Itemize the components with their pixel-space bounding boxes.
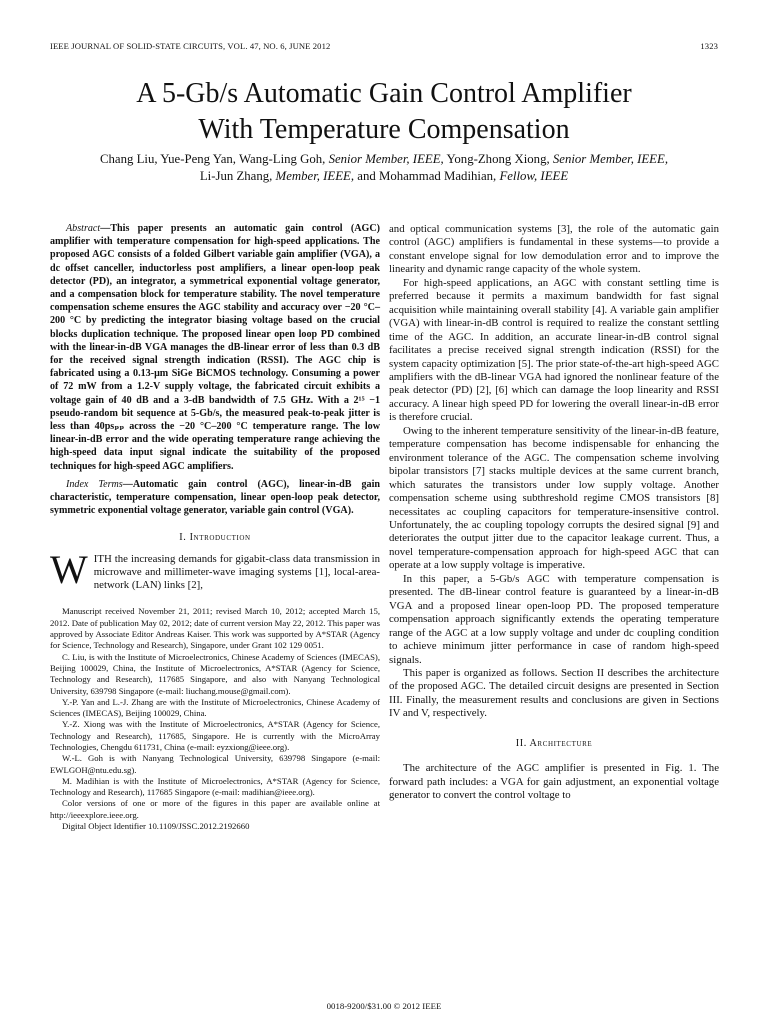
author-role-1b: Senior Member, IEEE,: [552, 152, 669, 166]
body-paragraph: and optical communication systems [3], the role of the automatic gain control (AGC) amplifiers is fundamental in these systems—to provide a constant envelope signal for low demodulation error and to improve the linearity and dynamic range capacity of the whole system.: [389, 223, 719, 276]
intro-text: ITH the increasing demands for gigabit-class data transmission in microwave and millimeter-wave imaging systems [1], local-area-network (LAN) links [2],: [93, 552, 380, 592]
body-paragraph: Owing to the inherent temperature sensitivity of the linear-in-dB feature, temperature compensation has become indispensable for enhancing the environment tolerance of the AGC. The compensation scheme involving bipolar transistors [7] stacks multiple devices at the same current branch, which saturates the transistors under low supply voltage. Another compensation scheme using subthreshold regime CMOS transistors [8] necessitates ac coupling capacitors for temperature-insensitive control. Unfortunately, the ac coupling topology corrupts the desired signal [9] and deteriorates the output jitter due to the capacitor leakage current. Thus, a novel temperature-compensation approach for high-speed AGC that can operate at a low supply voltage is imperative.: [389, 424, 719, 572]
footnote-author-madihian: M. Madihian is with the Institute of Microelectronics, A*STAR (Agency for Science, Technology and Research), 117685 Singapore (e-mail: madihian@ieee.org).: [50, 775, 380, 798]
author-names-1a: Chang Liu, Yue-Peng Yan, Wang-Ling Goh,: [99, 152, 329, 166]
footnote-author-goh: W.-L. Goh is with Nanyang Technological University, 639798 Singapore (e-mail: EWLGOH@ntu.edu.sg).: [50, 753, 380, 775]
footnote-manuscript: Manuscript received November 21, 2011; revised March 10, 2012; accepted March 15, 2012. Date of publication May 02, 2012; date of current version May 22, 2012. This paper was approved by Associate Editor Andreas Kaiser. This work was supported by A*STAR (Agency for Science, Technology and Research), Singapore, under Grant 102 129 0051.: [50, 606, 380, 651]
journal-name: IEEE JOURNAL OF SOLID-STATE CIRCUITS, VOL. 47, NO. 6, JUNE 2012: [50, 41, 331, 51]
footnote-author-liu: C. Liu, is with the Institute of Microelectronics, Chinese Academy of Sciences (IMECAS), Beijing 100029, China, the Institute of Microelectronics, A*STAR (Agency for Science, Technology and Research), 117685 Singapore, and also with Nanyang Technological University, 639798 Singapore (e-mail: liuchang.mouse@gmail.com).: [50, 651, 380, 696]
abstract-lead: Abstract: [66, 223, 101, 234]
abstract-text: —This paper presents an automatic gain control (AGC) amplifier with temperature compensation for high-speed applications. The proposed AGC consists of a folded Gilbert variable gain amplifier (VGA), a dc offset canceller, inductorless post amplifiers, a linear open-loop peak detector (PD), an integrator, a symmetrical exponential voltage generator, and a compensation block for temperature stability. The novel temperature compensation scheme ensures the AGC stability and accuracy over −20 °C–200 °C by predicting the integrator biasing voltage based on the crucial blocks duplication technique. The proposed linear open loop PD combined with the linear-in-dB VGA manages the dB-linear error of less than 0.3 dB for the received signal strength indication (RSSI). The AGC chip is fabricated using a 0.13-μm SiGe BiCMOS technology. Consuming a power of 72 mW from a 1.2-V supply voltage, the fabricated circuit exhibits a voltage gain of 40 dB and a 3-dB bandwidth of 7.5 GHz. With a 2¹⁵ −1 pseudo-random bit sequence at 5-Gb/s, the measured peak-to-peak jitter is less than 40psₚₚ across the −20 °C–200 °C temperature range. The low linear-in-dB error and the wide operating temperature range achieving the high-speed data input signal indicate the suitability of the proposed techniques for high-speed AGC amplifiers.: [50, 223, 380, 472]
paper-title: [50, 76, 718, 148]
title-line-2: With Temperature Compensation: [198, 114, 570, 145]
running-header: [50, 41, 718, 55]
author-role-2b: Fellow, IEEE: [499, 168, 569, 183]
footnote-doi: Digital Object Identifier 10.1109/JSSC.2012.2192660: [62, 821, 250, 832]
abstract: [50, 222, 380, 473]
footnote-author-yan-zhang: Y.-P. Yan and L.-J. Zhang are with the Institute of Microelectronics, Chinese Academy of Sciences (IMECAS), Beijing 100029, China.: [50, 696, 380, 719]
author-line-1: [50, 151, 718, 168]
architecture-paragraph: The architecture of the AGC amplifier is presented in Fig. 1. The forward path includes: a VGA for gain adjustment, an exponential voltage generator to convert the control voltage to: [389, 762, 719, 802]
author-role-1a: Senior Member, IEEE,: [328, 152, 444, 166]
right-column: [389, 223, 719, 803]
section-heading-architecture: II. Architecture: [515, 737, 593, 749]
drop-cap: W: [50, 546, 88, 592]
author-names-2b: and Mohammad Madihian,: [354, 168, 500, 183]
footnote-color-versions: Color versions of one or more of the figures in this paper are available online at http://ieeexplore.ieee.org.: [50, 798, 380, 820]
author-names-1b: Yong-Zhong Xiong,: [443, 152, 553, 166]
author-role-2a: Member, IEEE,: [275, 168, 355, 183]
index-terms: [50, 478, 380, 518]
author-list: [50, 151, 718, 184]
body-paragraph: For high-speed applications, an AGC with constant settling time is preferred because it permits a maximum bandwidth for fast signal acquisition while maintaining overall stability [4]. A variable gain amplifier (VGA) with linear-in-dB control is required to realize the constant settling time of the AGC. In addition, an accurate linear-in-dB control signal facilitates a precise received signal strength indication (RSSI) for the system capacity optimization [5]. The prior state-of-the-art high-speed AGC amplifiers with the dB-linear VGA had ignored the nonlinear feature of the peak detector (PD) [2], [6] which can damage the loop linearity and RSSI accuracy. A linear high speed PD for lowering the overall linear-in-dB error is therefore crucial.: [389, 276, 719, 424]
footnote-author-xiong: Y.-Z. Xiong was with the Institute of Microelectronics, A*STAR (Agency for Science, Technology and Research), 117685, Singapore. He is currently with the MicroArray Technologies, Chengdu 611731, China (e-mail: eyzxiong@ieee.org).: [50, 719, 380, 752]
section-heading-introduction: I. Introduction: [179, 532, 251, 544]
page-number: 1323: [700, 41, 718, 51]
footnotes: [50, 606, 380, 832]
left-column: [50, 222, 380, 832]
index-terms-lead: Index Terms: [66, 478, 123, 490]
body-paragraph: In this paper, a 5-Gb/s AGC with temperature compensation is presented. The dB-linear control feature is guaranteed by a linear-in-dB VGA and a proposed linear open-loop PD. The proposed temperature compensation approach significantly extends the operating temperature range of the AGC at a low supply voltage and under dc coupling condition to achieve minimum jitter performance in case of random high-speed signals.: [389, 572, 719, 666]
copyright-line: 0018-9200/$31.00 © 2012 IEEE: [326, 1001, 442, 1011]
author-names-2a: Li-Jun Zhang,: [199, 168, 276, 183]
author-line-2: [50, 168, 718, 185]
title-line-1: A 5-Gb/s Automatic Gain Control Amplifier: [136, 78, 632, 109]
intro-paragraph: [50, 546, 380, 593]
body-paragraph: This paper is organized as follows. Section II describes the architecture of the proposed AGC. The detailed circuit designs are presented in Section III. Finally, the measurement results and conclusions are given in Sections IV and V, respectively.: [389, 666, 719, 720]
index-terms-text: —Automatic gain control (AGC), linear-in-dB gain characteristic, temperature compensation, linear open-loop peak detector, symmetric exponential voltage generator, variable gain control (VGA).: [50, 478, 380, 517]
